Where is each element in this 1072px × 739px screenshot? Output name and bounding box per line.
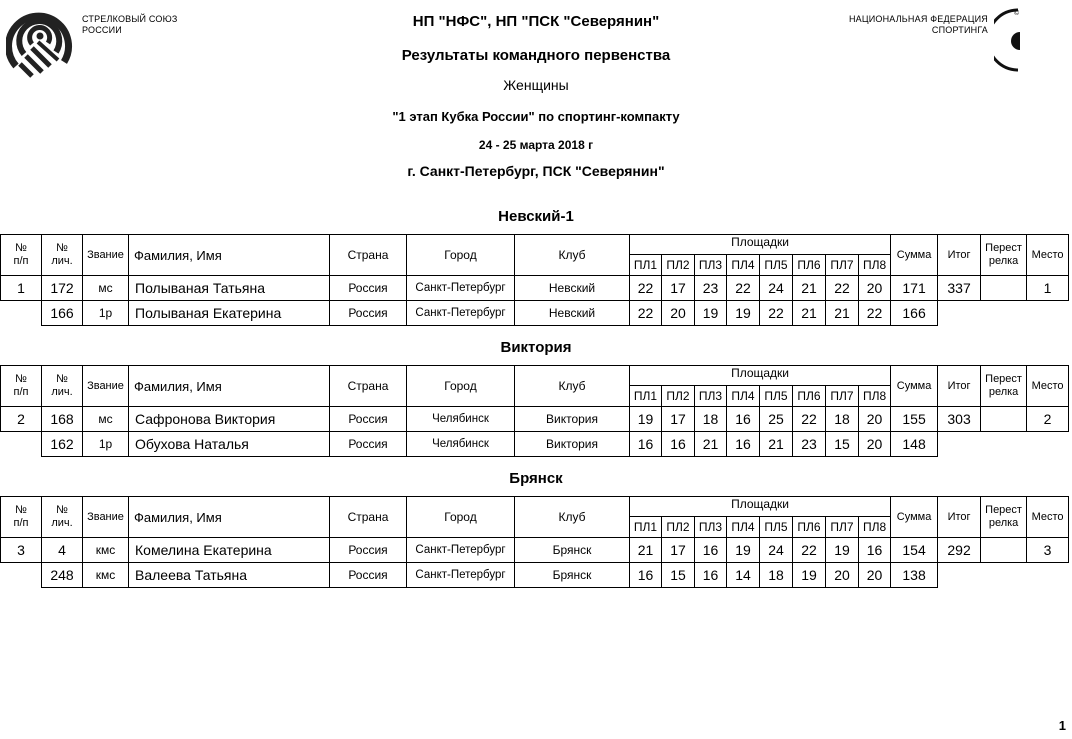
header-platform-6: ПЛ6 xyxy=(793,517,826,538)
platform-score-cell: 19 xyxy=(727,301,760,326)
header-platform-7: ПЛ7 xyxy=(826,386,859,407)
team-place-cell: 3 xyxy=(1027,538,1069,563)
country-cell: Россия xyxy=(330,432,407,457)
rank-cell: 1р xyxy=(83,432,129,457)
header-name: Фамилия, Имя xyxy=(129,366,330,407)
header-num xyxy=(1,497,42,538)
license-cell: 168 xyxy=(42,407,83,432)
empty-cell xyxy=(981,563,1027,588)
platform-score-cell: 22 xyxy=(826,276,859,301)
athlete-name-cell: Обухова Наталья xyxy=(129,432,330,457)
athlete-name-cell: Сафронова Виктория xyxy=(129,407,330,432)
platform-score-cell: 21 xyxy=(793,276,826,301)
header-platform-2: ПЛ2 xyxy=(662,517,695,538)
header-platform-8: ПЛ8 xyxy=(859,386,891,407)
header-sum: Сумма xyxy=(891,366,938,407)
header-platform-1: ПЛ1 xyxy=(630,517,662,538)
club-cell: Невский xyxy=(515,301,630,326)
header-rank: Звание xyxy=(83,366,129,407)
rank-cell: 1р xyxy=(83,301,129,326)
category-label: Женщины xyxy=(503,77,569,93)
platform-score-cell: 19 xyxy=(826,538,859,563)
platform-score-cell: 22 xyxy=(727,276,760,301)
header-platform-6: ПЛ6 xyxy=(793,386,826,407)
team-total-cell: 292 xyxy=(938,538,981,563)
platform-score-cell: 21 xyxy=(793,301,826,326)
platform-score-cell: 22 xyxy=(630,276,662,301)
country-cell: Россия xyxy=(330,407,407,432)
header-platform-5: ПЛ5 xyxy=(760,255,793,276)
header-rank: Звание xyxy=(83,497,129,538)
platform-score-cell: 20 xyxy=(662,301,695,326)
header-platform-7: ПЛ7 xyxy=(826,255,859,276)
team-results-table xyxy=(0,234,1069,326)
platform-score-cell: 16 xyxy=(630,563,662,588)
header-name: Фамилия, Имя xyxy=(129,235,330,276)
header-country: Страна xyxy=(330,497,407,538)
platform-score-cell: 16 xyxy=(727,407,760,432)
platform-score-cell: 22 xyxy=(760,301,793,326)
header-country: Страна xyxy=(330,235,407,276)
header-city: Город xyxy=(407,235,515,276)
sum-cell: 138 xyxy=(891,563,938,588)
table-header-row xyxy=(1,497,1069,517)
empty-cell xyxy=(1,432,42,457)
platform-score-cell: 15 xyxy=(826,432,859,457)
platform-score-cell: 24 xyxy=(760,538,793,563)
platform-score-cell: 20 xyxy=(859,563,891,588)
platform-score-cell: 17 xyxy=(662,538,695,563)
header-shootoff-line-1: Перест xyxy=(985,242,1022,254)
team-number-cell: 3 xyxy=(1,538,42,563)
header-total: Итог xyxy=(938,497,981,538)
empty-cell xyxy=(938,432,981,457)
header-platform-7: ПЛ7 xyxy=(826,517,859,538)
event-location: г. Санкт-Петербург, ПСК "Северянин" xyxy=(407,163,665,179)
platform-score-cell: 20 xyxy=(826,563,859,588)
table-row xyxy=(1,407,1069,432)
header-platform-6: ПЛ6 xyxy=(793,255,826,276)
team-total-cell: 303 xyxy=(938,407,981,432)
header-platform-3: ПЛ3 xyxy=(695,386,727,407)
city-cell: Челябинск xyxy=(407,432,515,457)
platform-score-cell: 16 xyxy=(695,538,727,563)
table-row xyxy=(1,563,1069,588)
platform-score-cell: 19 xyxy=(630,407,662,432)
header-city: Город xyxy=(407,497,515,538)
sum-cell: 166 xyxy=(891,301,938,326)
header-club: Клуб xyxy=(515,497,630,538)
license-cell: 248 xyxy=(42,563,83,588)
empty-cell xyxy=(1,301,42,326)
athlete-name-cell: Полываная Екатерина xyxy=(129,301,330,326)
header-num-line-1: № xyxy=(15,504,27,516)
header-platform-4: ПЛ4 xyxy=(727,386,760,407)
header-shootoff xyxy=(981,366,1027,407)
header-name: Фамилия, Имя xyxy=(129,497,330,538)
header-num-line-2: п/п xyxy=(13,517,29,529)
header-platforms: Площадки xyxy=(630,497,891,517)
platform-score-cell: 17 xyxy=(662,276,695,301)
platform-score-cell: 19 xyxy=(727,538,760,563)
team-place-cell: 2 xyxy=(1027,407,1069,432)
header-license xyxy=(42,235,83,276)
platform-score-cell: 21 xyxy=(630,538,662,563)
header-city: Город xyxy=(407,366,515,407)
athlete-name-cell: Валеева Татьяна xyxy=(129,563,330,588)
platform-score-cell: 20 xyxy=(859,407,891,432)
platform-score-cell: 16 xyxy=(695,563,727,588)
empty-cell xyxy=(938,301,981,326)
header-shootoff-line-1: Перест xyxy=(985,504,1022,516)
header-platform-1: ПЛ1 xyxy=(630,386,662,407)
header-license-line-2: лич. xyxy=(51,517,73,529)
empty-cell xyxy=(981,432,1027,457)
org-right-line-1: НАЦИОНАЛЬНАЯ ФЕДЕРАЦИЯ xyxy=(848,14,988,24)
shootoff-cell xyxy=(981,276,1027,301)
empty-cell xyxy=(1027,432,1069,457)
header-sum: Сумма xyxy=(891,235,938,276)
platform-score-cell: 25 xyxy=(760,407,793,432)
table-header-row xyxy=(1,235,1069,255)
empty-cell xyxy=(1027,301,1069,326)
platform-score-cell: 19 xyxy=(695,301,727,326)
page-title: Результаты командного первенства xyxy=(401,47,671,64)
empty-cell xyxy=(1,563,42,588)
header-license-line-2: лич. xyxy=(51,255,73,267)
header-platforms: Площадки xyxy=(630,235,891,255)
header-num xyxy=(1,235,42,276)
platform-score-cell: 21 xyxy=(826,301,859,326)
organizers-title: НП "НФС", НП "ПСК "Северянин" xyxy=(412,13,660,30)
platform-score-cell: 18 xyxy=(826,407,859,432)
header-num-line-1: № xyxy=(15,242,27,254)
event-date: 24 - 25 марта 2018 г xyxy=(478,138,594,152)
country-cell: Россия xyxy=(330,301,407,326)
header-license-line-1: № xyxy=(56,242,68,254)
header-platform-2: ПЛ2 xyxy=(662,386,695,407)
header-license-line-1: № xyxy=(56,373,68,385)
platform-score-cell: 22 xyxy=(793,538,826,563)
header-total: Итог xyxy=(938,366,981,407)
header-platform-1: ПЛ1 xyxy=(630,255,662,276)
empty-cell xyxy=(938,563,981,588)
team-total-cell: 337 xyxy=(938,276,981,301)
empty-cell xyxy=(981,301,1027,326)
org-left-line-1: СТРЕЛКОВЫЙ СОЮЗ xyxy=(82,14,178,24)
platform-score-cell: 17 xyxy=(662,407,695,432)
team-title: Брянск xyxy=(509,470,563,487)
header-platform-3: ПЛ3 xyxy=(695,517,727,538)
platform-score-cell: 14 xyxy=(727,563,760,588)
platform-score-cell: 21 xyxy=(695,432,727,457)
club-cell: Виктория xyxy=(515,432,630,457)
platform-score-cell: 15 xyxy=(662,563,695,588)
header-platform-8: ПЛ8 xyxy=(859,255,891,276)
header-num-line-2: п/п xyxy=(13,255,29,267)
header-place: Место xyxy=(1027,497,1069,538)
team-number-cell: 2 xyxy=(1,407,42,432)
platform-score-cell: 23 xyxy=(695,276,727,301)
header-shootoff-line-2: релка xyxy=(988,517,1019,529)
city-cell: Санкт-Петербург xyxy=(407,563,515,588)
athlete-name-cell: Полываная Татьяна xyxy=(129,276,330,301)
header-platform-4: ПЛ4 xyxy=(727,517,760,538)
table-row xyxy=(1,432,1069,457)
sum-cell: 171 xyxy=(891,276,938,301)
team-title: Невский-1 xyxy=(498,208,574,225)
sum-cell: 154 xyxy=(891,538,938,563)
team-results-table xyxy=(0,496,1069,588)
header-license-line-1: № xyxy=(56,504,68,516)
header-shootoff-line-2: релка xyxy=(988,386,1019,398)
club-cell: Брянск xyxy=(515,538,630,563)
table-row xyxy=(1,538,1069,563)
platform-score-cell: 16 xyxy=(630,432,662,457)
club-cell: Виктория xyxy=(515,407,630,432)
header-rank: Звание xyxy=(83,235,129,276)
header-license-line-2: лич. xyxy=(51,386,73,398)
platform-score-cell: 22 xyxy=(859,301,891,326)
header-shootoff-line-2: релка xyxy=(988,255,1019,267)
platform-score-cell: 16 xyxy=(662,432,695,457)
header-platform-8: ПЛ8 xyxy=(859,517,891,538)
header-num-line-2: п/п xyxy=(13,386,29,398)
header-platform-5: ПЛ5 xyxy=(760,517,793,538)
table-row xyxy=(1,276,1069,301)
org-right-line-2: СПОРТИНГА xyxy=(931,25,988,35)
header-num xyxy=(1,366,42,407)
club-cell: Брянск xyxy=(515,563,630,588)
header-sum: Сумма xyxy=(891,497,938,538)
rank-cell: мс xyxy=(83,276,129,301)
header-platform-5: ПЛ5 xyxy=(760,386,793,407)
shootoff-cell xyxy=(981,407,1027,432)
rank-cell: кмс xyxy=(83,563,129,588)
platform-score-cell: 20 xyxy=(859,432,891,457)
city-cell: Челябинск xyxy=(407,407,515,432)
platform-score-cell: 18 xyxy=(760,563,793,588)
license-cell: 166 xyxy=(42,301,83,326)
license-cell: 162 xyxy=(42,432,83,457)
page-number: 1 xyxy=(1058,718,1066,733)
athlete-name-cell: Комелина Екатерина xyxy=(129,538,330,563)
header-license xyxy=(42,497,83,538)
platform-score-cell: 19 xyxy=(793,563,826,588)
header-platforms: Площадки xyxy=(630,366,891,386)
header-country: Страна xyxy=(330,366,407,407)
header-place: Место xyxy=(1027,235,1069,276)
team-place-cell: 1 xyxy=(1027,276,1069,301)
platform-score-cell: 24 xyxy=(760,276,793,301)
header-shootoff-line-1: Перест xyxy=(985,373,1022,385)
rank-cell: мс xyxy=(83,407,129,432)
table-header-row xyxy=(1,366,1069,386)
header-club: Клуб xyxy=(515,235,630,276)
org-left-line-2: РОССИИ xyxy=(82,25,122,35)
rank-cell: кмс xyxy=(83,538,129,563)
platform-score-cell: 23 xyxy=(793,432,826,457)
shootoff-cell xyxy=(981,538,1027,563)
club-cell: Невский xyxy=(515,276,630,301)
platform-score-cell: 21 xyxy=(760,432,793,457)
header-license xyxy=(42,366,83,407)
header-platform-4: ПЛ4 xyxy=(727,255,760,276)
header-shootoff xyxy=(981,235,1027,276)
license-cell: 4 xyxy=(42,538,83,563)
header-place: Место xyxy=(1027,366,1069,407)
city-cell: Санкт-Петербург xyxy=(407,538,515,563)
country-cell: Россия xyxy=(330,538,407,563)
header-club: Клуб xyxy=(515,366,630,407)
header-num-line-1: № xyxy=(15,373,27,385)
header-platform-3: ПЛ3 xyxy=(695,255,727,276)
platform-score-cell: 20 xyxy=(859,276,891,301)
empty-cell xyxy=(1027,563,1069,588)
header-shootoff xyxy=(981,497,1027,538)
platform-score-cell: 22 xyxy=(630,301,662,326)
city-cell: Санкт-Петербург xyxy=(407,301,515,326)
team-results-table xyxy=(0,365,1069,457)
sum-cell: 148 xyxy=(891,432,938,457)
platform-score-cell: 16 xyxy=(859,538,891,563)
event-title: "1 этап Кубка России" по спортинг-компакту xyxy=(392,109,680,124)
country-cell: Россия xyxy=(330,276,407,301)
team-title: Виктория xyxy=(500,339,572,356)
platform-score-cell: 18 xyxy=(695,407,727,432)
sum-cell: 155 xyxy=(891,407,938,432)
country-cell: Россия xyxy=(330,563,407,588)
table-row xyxy=(1,301,1069,326)
header-total: Итог xyxy=(938,235,981,276)
platform-score-cell: 22 xyxy=(793,407,826,432)
team-number-cell: 1 xyxy=(1,276,42,301)
header-platform-2: ПЛ2 xyxy=(662,255,695,276)
license-cell: 172 xyxy=(42,276,83,301)
city-cell: Санкт-Петербург xyxy=(407,276,515,301)
svg-text:©: © xyxy=(1014,10,1020,17)
platform-score-cell: 16 xyxy=(727,432,760,457)
